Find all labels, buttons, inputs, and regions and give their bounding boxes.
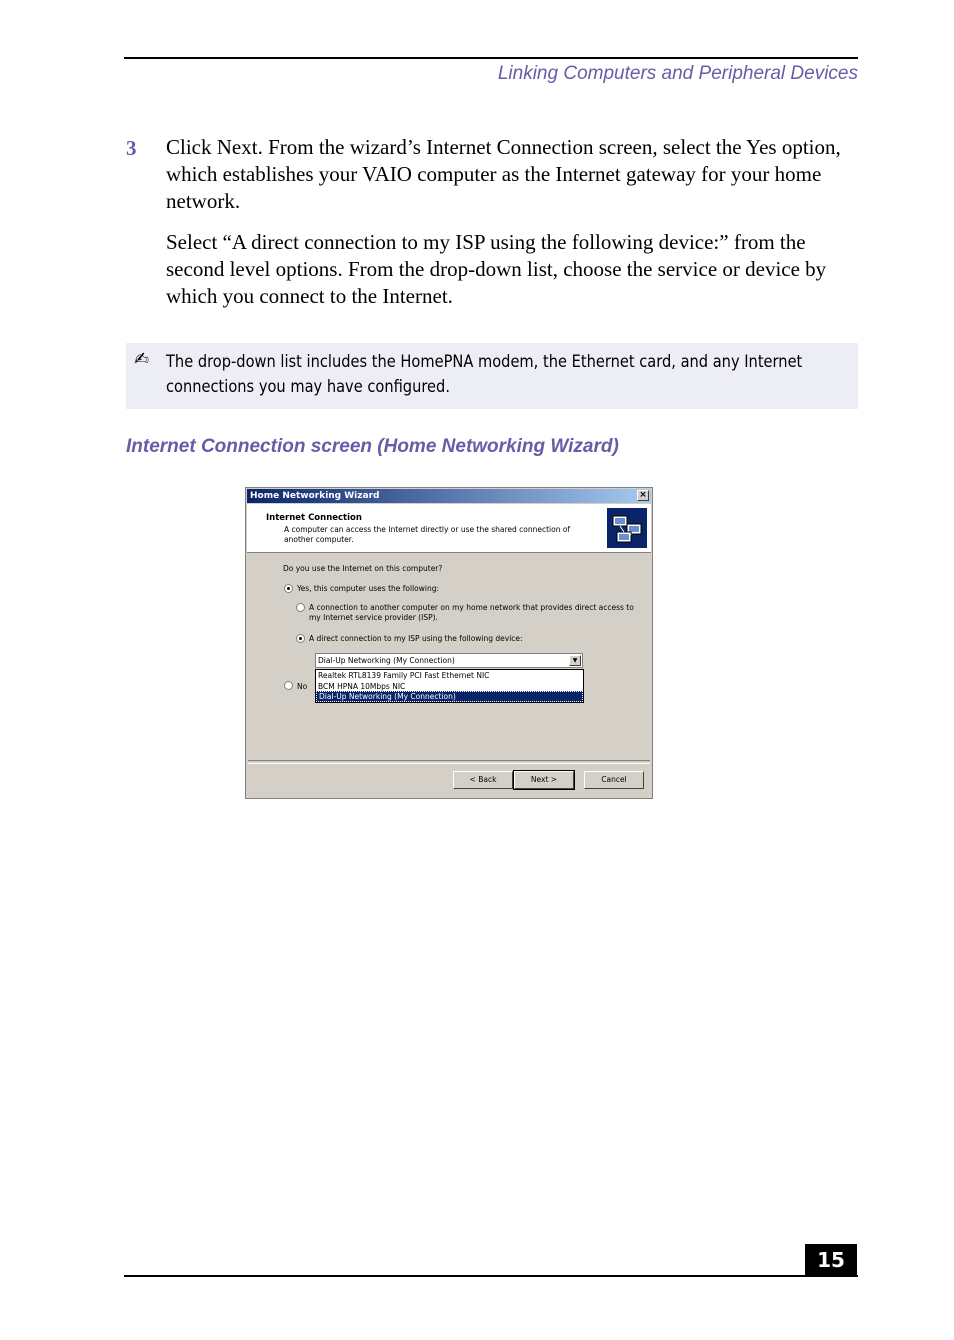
dialog-footer-divider (248, 760, 650, 764)
dialog-header-subtitle: A computer can access the Internet directly or use the shared connection of another computer. (284, 525, 571, 544)
figure-caption: Internet Connection screen (Home Networking Wizard) (126, 436, 619, 457)
another-computer-label[interactable]: A connection to another computer on my home network that provides direct access to my Internet service provider (ISP). (309, 603, 634, 622)
step-number: 3 (126, 136, 137, 160)
combo-value: Dial-Up Networking (My Connection) (318, 656, 455, 665)
chevron-down-icon[interactable]: ▼ (569, 655, 581, 666)
network-computers-icon (607, 508, 647, 548)
running-header: Linking Computers and Peripheral Devices (497, 63, 858, 84)
no-radio-label[interactable]: No (297, 682, 308, 691)
page-number: 15 (805, 1244, 857, 1276)
direct-connection-radio[interactable] (296, 634, 305, 643)
internet-question: Do you use the Internet on this computer? (283, 564, 443, 573)
header-rule (124, 57, 858, 59)
note-box (126, 343, 858, 409)
dropdown-item-selected[interactable]: Dial-Up Networking (My Connection) (316, 691, 583, 702)
close-button[interactable]: × (637, 490, 649, 501)
dialog-header-title: Internet Connection (266, 513, 362, 523)
cancel-button[interactable]: Cancel (584, 771, 644, 789)
yes-radio-label[interactable]: Yes, this computer uses the following: (297, 584, 440, 593)
back-button[interactable]: < Back (453, 771, 513, 789)
next-button[interactable]: Next > (514, 771, 574, 789)
step-paragraph-1: Click Next. From the wizard’s Internet Connection screen, select the Yes option, which establishes your VAIO computer as the Internet gateway for your home network. (166, 135, 841, 213)
dropdown-item[interactable]: BCM HPNA 10Mbps NIC (318, 682, 406, 691)
note-text: The drop-down list includes the HomePNA modem, the Ethernet card, and any Internet connections you may have configured. (166, 352, 803, 397)
step-paragraph-2: Select “A direct connection to my ISP using the following device:” from the second level options. From the drop-down list, choose the service or device by which you connect to the Internet. (166, 230, 827, 308)
note-pen-icon: ✍ (134, 349, 150, 370)
no-radio[interactable] (284, 681, 293, 690)
direct-connection-label[interactable]: A direct connection to my ISP using the following device: (309, 634, 523, 643)
footer-rule (124, 1275, 858, 1277)
home-networking-wizard-dialog (245, 487, 653, 799)
another-computer-radio[interactable] (296, 603, 305, 612)
yes-radio[interactable] (284, 584, 293, 593)
dialog-title: Home Networking Wizard (250, 491, 380, 501)
dropdown-item[interactable]: Realtek RTL8139 Family PCI Fast Ethernet NIC (318, 671, 490, 680)
dialog-titlebar (247, 489, 651, 503)
dialog-header (247, 504, 651, 553)
device-combobox[interactable] (315, 653, 583, 668)
device-dropdown-list (315, 669, 584, 703)
